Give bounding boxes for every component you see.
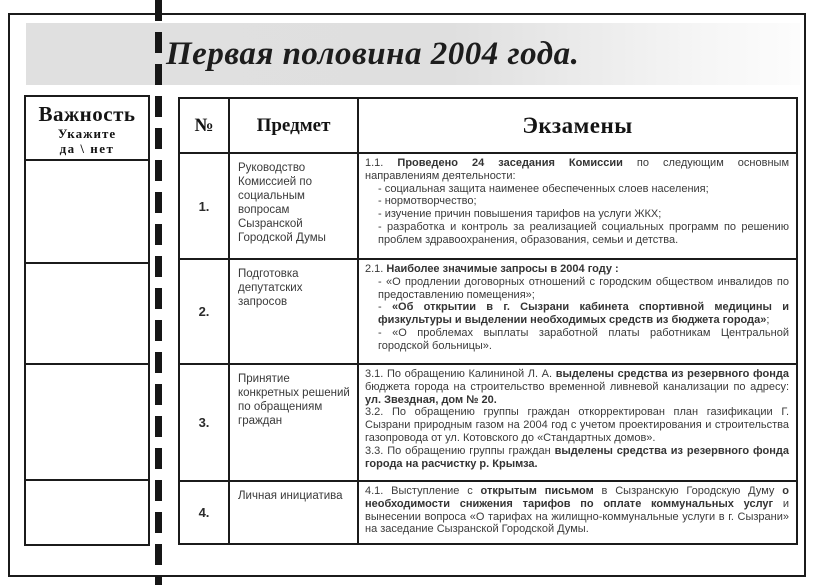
importance-header — [26, 97, 148, 159]
content-paragraph: 3.1. По обращению Калининой Л. А. выделены средства из резервного фонда бюджета города на строительство временной ливневой канализации по адресу: ул. Звездная, дом № 20. — [365, 368, 789, 406]
table-row — [180, 363, 796, 480]
content-paragraph: - нормотворчество; — [378, 195, 477, 208]
row-exams-content — [357, 260, 796, 363]
column-header-subject: Предмет — [228, 99, 357, 152]
content-paragraph: - «О продлении договорных отношений с городским обществом инвалидов по предоставлению помещения»; — [378, 275, 789, 301]
page-title: Первая половина 2004 года. — [166, 35, 580, 72]
content-paragraph: 1.1. Проведено 24 заседания Комиссии по следующим основным направлениям деятельности: — [365, 157, 790, 182]
row-subject: Руководство Комиссией по социальным вопросам Сызранской Городской Думы — [228, 154, 357, 258]
column-header-number: № — [194, 114, 214, 136]
content-paragraph: 2.1. Наиболее значимые запросы в 2004 году : — [365, 263, 619, 275]
importance-answer-cell[interactable] — [26, 363, 148, 479]
importance-subtitle-line2: да \ нет — [59, 141, 115, 156]
row-number: 3. — [198, 415, 210, 430]
fold-divider-dashed-line — [155, 0, 162, 585]
row-subject: Принятие конкретных решений по обращениям граждан — [228, 365, 357, 480]
content-paragraph: - изучение причин повышения тарифов на услуги ЖКХ; — [378, 208, 662, 221]
row-exams-content — [357, 482, 796, 543]
row-number: 4. — [198, 505, 210, 520]
table-row — [180, 152, 796, 258]
exam-table-header — [180, 99, 796, 152]
importance-title: Важность — [38, 102, 136, 126]
content-paragraph: - разработка и контроль за реализацией социальных программ по решению проблем здравоохранения, образования, семьи и детства. — [378, 220, 789, 246]
exam-table-rows — [180, 152, 796, 543]
row-exams-content — [357, 154, 796, 258]
importance-answer-cells — [26, 159, 148, 544]
title-bar — [26, 23, 800, 85]
row-number: 2. — [198, 304, 210, 319]
importance-answer-cell[interactable] — [26, 479, 148, 544]
content-paragraph: - социальная защита наименее обеспеченных слоев населения; — [378, 182, 709, 195]
content-paragraph: - «О проблемах выплаты заработной платы работникам Центральной городской больницы». — [378, 326, 789, 352]
row-subject: Подготовка депутатских запросов — [228, 260, 357, 363]
row-subject: Личная инициатива — [228, 482, 357, 543]
column-header-exams: Экзамены — [357, 99, 796, 152]
importance-subtitle-line1: Укажите — [57, 126, 117, 141]
importance-answer-cell[interactable] — [26, 159, 148, 262]
content-paragraph: 3.2. По обращению группы граждан откорректирован план газификации Г. Сызрани природным газом на 2004 год с учетом проектирования и строительства газопровода от ул. Котовского до «Стандартных домов». — [365, 406, 789, 444]
exam-table — [178, 97, 798, 545]
importance-panel — [24, 95, 150, 546]
row-number: 1. — [198, 198, 210, 214]
row-exams-content — [357, 365, 796, 480]
table-row — [180, 480, 796, 543]
content-paragraph: 3.3. По обращению группы граждан выделены средства из резервного фонда города на расчистку р. Крымза. — [365, 444, 789, 470]
table-row — [180, 258, 796, 363]
content-paragraph: 4.1. Выступление с открытым письмом в Сызранскую Городскую Думу о необходимости снижения тарифов по оплате коммунальных услуг и вынесении вопроса «О тарифах на жилищно-коммунальные услуги в г. Сызрани» на заседание Сызранской Городской Думы. — [365, 485, 789, 536]
content-paragraph: - «Об открытии в г. Сызрани кабинета спортивной медицины и физкультуры и выделении необходимых средств из бюджета города»; — [378, 301, 789, 327]
importance-answer-cell[interactable] — [26, 262, 148, 363]
